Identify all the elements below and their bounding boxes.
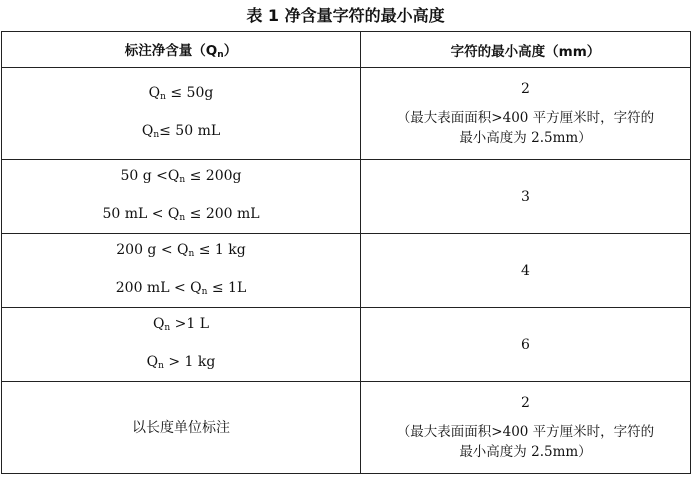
height-cell [361, 234, 691, 308]
table-row [2, 382, 691, 474]
header-min-height: 字符的最小高度（mm） [361, 32, 691, 68]
condition-line: 200 mL < $Q_n \le 1L$ [115, 279, 247, 297]
condition-cell [2, 160, 361, 234]
height-cell [361, 382, 691, 474]
condition-line: $Q_n\le 50$ mL [141, 122, 221, 140]
height-value: 3 [521, 188, 530, 205]
condition-line: $Q_n >1$ L [152, 315, 210, 333]
height-value: 2 [521, 80, 530, 97]
condition-cell [2, 68, 361, 160]
condition-line: $Q_n \le 50g$ [148, 84, 214, 102]
table-header-row [2, 32, 691, 68]
height-value: 2 [521, 394, 530, 411]
table-row [2, 234, 691, 308]
header-net-content: 标注净含量$(Q_n)$ [2, 32, 361, 68]
condition-cell [2, 234, 361, 308]
height-note: （最大表面面积>400 平方厘米时，字符的 [396, 423, 655, 440]
condition-line: 50 mL < $Q_n \le 200$ mL [102, 205, 260, 223]
height-cell [361, 160, 691, 234]
height-cell [361, 68, 691, 160]
condition-cell [2, 308, 361, 382]
table-row [2, 160, 691, 234]
height-value: 4 [521, 262, 530, 279]
condition-cell [2, 382, 361, 474]
table-row [2, 308, 691, 382]
table-row [2, 68, 691, 160]
condition-line: 50 $g <Q_n \le 200g$ [120, 167, 242, 185]
height-note: 最小高度为 2.5mm） [459, 129, 592, 146]
height-note: （最大表面面积>400 平方厘米时，字符的 [396, 109, 655, 126]
condition-line: $Q_n > 1$ kg [146, 353, 216, 371]
page-title: 表 1 净含量字符的最小高度 [246, 6, 445, 25]
net-content-table [1, 31, 691, 474]
height-note: 最小高度为 2.5mm） [459, 443, 592, 460]
condition-line: 200 $g < Q_n \le 1$ kg [116, 241, 246, 259]
condition-text: 以长度单位标注 [132, 419, 230, 436]
height-value: 6 [521, 336, 530, 353]
height-cell [361, 308, 691, 382]
